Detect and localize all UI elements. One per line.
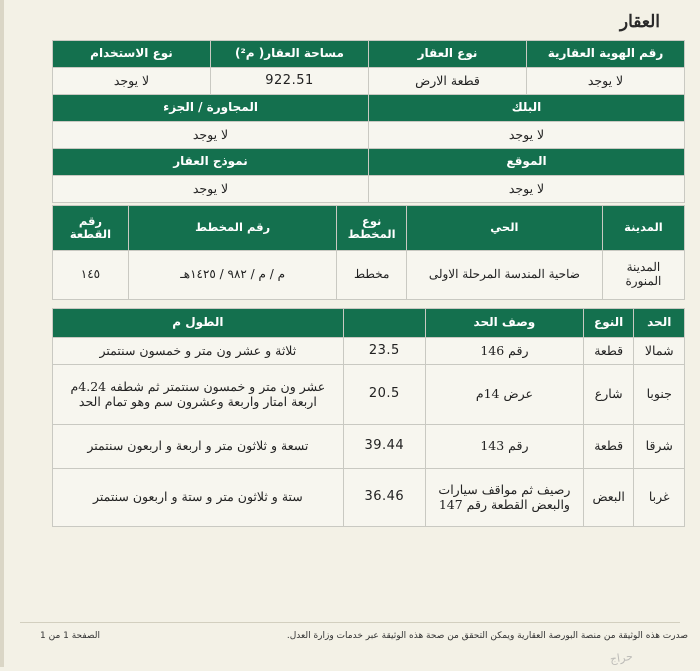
value-property-type: قطعة الارض bbox=[369, 68, 527, 95]
footer-note: صدرت هذه الوثيقة من منصة البورصة العقارية ويمكن التحقق من صحة هذه الوثيقة عبر خدمات وزارة العدل. bbox=[286, 631, 688, 641]
header-city: المدينة bbox=[602, 206, 684, 251]
header-district: الحي bbox=[406, 206, 602, 251]
header-model: نموذج العقار bbox=[53, 149, 369, 176]
footer-divider bbox=[20, 622, 680, 623]
boundary-side: شرقا bbox=[634, 425, 685, 469]
boundary-length: 39.44 bbox=[343, 425, 425, 469]
header-boundary-type: النوع bbox=[583, 309, 634, 338]
header-property-area: مساحة العقار( م²) bbox=[211, 41, 369, 68]
boundary-desc: رقم 146 bbox=[425, 338, 583, 365]
boundary-type: قطعة bbox=[583, 425, 634, 469]
value-city: المدينة المنورة bbox=[602, 251, 684, 300]
value-model: لا يوجد bbox=[53, 176, 369, 203]
header-property-type: نوع العقار bbox=[369, 41, 527, 68]
boundary-length: 23.5 bbox=[343, 338, 425, 365]
value-plan-number: م / م / ٩٨٢ / ١٤٢٥هـ bbox=[128, 251, 337, 300]
section-title: العقار bbox=[619, 12, 660, 32]
boundary-length: 20.5 bbox=[343, 365, 425, 425]
boundary-desc: عرض 14م bbox=[425, 365, 583, 425]
boundary-type: قطعة bbox=[583, 338, 634, 365]
boundary-side: شمالا bbox=[634, 338, 685, 365]
page-edge bbox=[0, 0, 4, 667]
watermark-logo: حراج bbox=[609, 649, 634, 666]
boundary-type: البعض bbox=[583, 469, 634, 527]
page-number: الصفحة 1 من 1 bbox=[40, 631, 100, 641]
boundary-length: 36.46 bbox=[343, 469, 425, 527]
value-neighbor: لا يوجد bbox=[53, 122, 369, 149]
boundary-desc: رقم 143 bbox=[425, 425, 583, 469]
header-plan-number: رقم المخطط bbox=[128, 206, 337, 251]
value-location: لا يوجد bbox=[369, 176, 685, 203]
value-property-id: لا يوجد bbox=[527, 68, 685, 95]
boundary-length-text: تسعة و ثلاثون متر و اربعة و اربعون سنتمتر bbox=[53, 425, 344, 469]
plan-table bbox=[52, 205, 685, 300]
value-block: لا يوجد bbox=[369, 122, 685, 149]
value-property-area: 922.51 bbox=[211, 68, 369, 95]
header-neighbor: المجاورة / الجزء bbox=[53, 95, 369, 122]
header-boundary-desc: وصف الحد bbox=[425, 309, 583, 338]
boundaries-table bbox=[52, 308, 685, 527]
boundary-side: غربا bbox=[634, 469, 685, 527]
header-block: البلك bbox=[369, 95, 685, 122]
header-property-id: رقم الهوية العقارية bbox=[527, 41, 685, 68]
header-plan-type: نوع المخطط bbox=[337, 206, 407, 251]
value-plan-type: مخطط bbox=[337, 251, 407, 300]
boundary-length-text: ثلاثة و عشر ون متر و خمسون سنتمتر bbox=[53, 338, 344, 365]
property-table bbox=[52, 40, 685, 203]
value-usage-type: لا يوجد bbox=[53, 68, 211, 95]
value-plot-number: ١٤٥ bbox=[53, 251, 129, 300]
header-usage-type: نوع الاستخدام bbox=[53, 41, 211, 68]
boundary-desc: رصيف ثم مواقف سيارات والبعض القطعة رقم 147 bbox=[425, 469, 583, 527]
boundary-length-text: عشر ون متر و خمسون سنتمتر ثم شطفه 4.24م اربعة امتار واربعة وعشرون سم وهو تمام الحد bbox=[53, 365, 344, 425]
header-boundary-length: الطول م bbox=[53, 309, 344, 338]
header-boundary-side: الحد bbox=[634, 309, 685, 338]
boundary-type: شارع bbox=[583, 365, 634, 425]
boundary-length-text: ستة و ثلاثون متر و ستة و اربعون سنتمتر bbox=[53, 469, 344, 527]
header-plot-number: رقم القطعة bbox=[53, 206, 129, 251]
boundary-side: جنوبا bbox=[634, 365, 685, 425]
header-location: الموقع bbox=[369, 149, 685, 176]
value-district: ضاحية المندسة المرحلة الاولى bbox=[406, 251, 602, 300]
header-boundary-blank bbox=[343, 309, 425, 338]
